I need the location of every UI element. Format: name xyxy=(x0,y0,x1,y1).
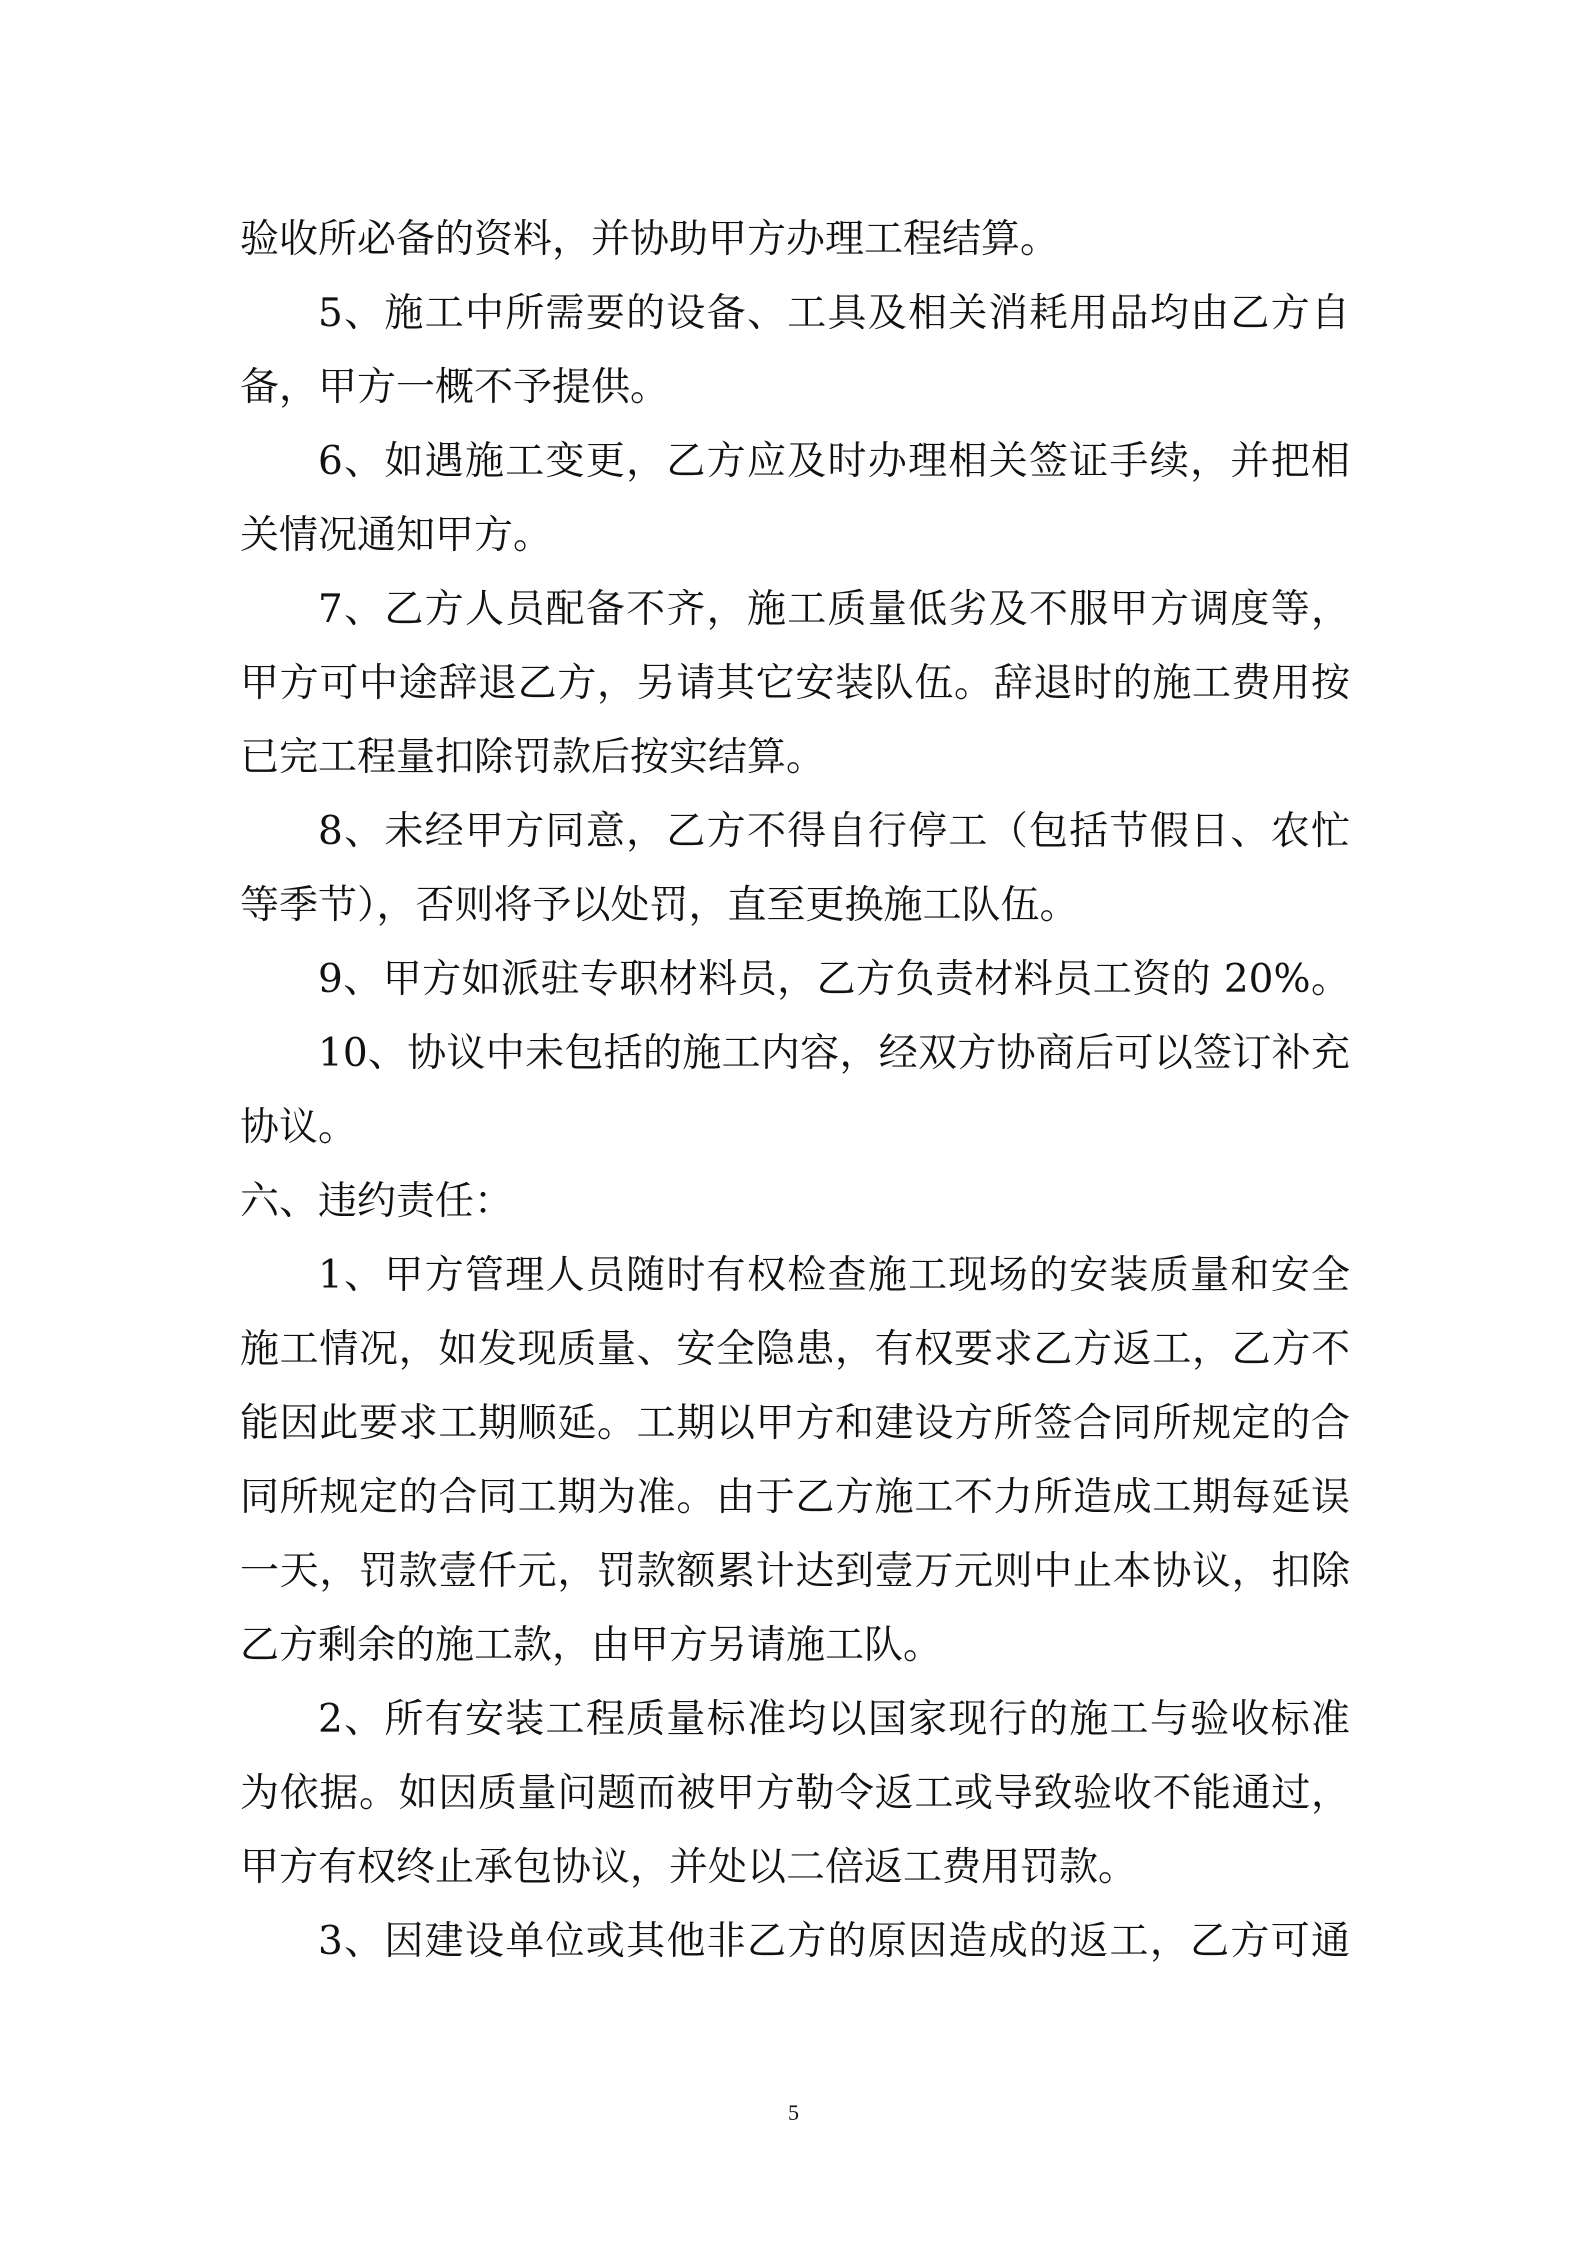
body-line: 10、协议中未包括的施工内容，经双方协商后可以签订补充 xyxy=(318,1031,1350,1076)
body-line: 2、所有安装工程质量标准均以国家现行的施工与验收标准 xyxy=(318,1697,1350,1742)
body-line: 7、乙方人员配备不齐，施工质量低劣及不服甲方调度等， xyxy=(318,587,1350,632)
section-heading: 六、违约责任： xyxy=(240,1179,514,1224)
body-line: 甲方可中途辞退乙方，另请其它安装队伍。辞退时的施工费用按 xyxy=(240,661,1350,706)
body-line: 协议。 xyxy=(240,1105,358,1150)
body-line: 已完工程量扣除罚款后按实结算。 xyxy=(240,735,826,780)
body-line: 能因此要求工期顺延。工期以甲方和建设方所签合同所规定的合 xyxy=(240,1401,1350,1446)
body-line: 甲方有权终止承包协议，并处以二倍返工费用罚款。 xyxy=(240,1845,1138,1890)
body-line: 施工情况，如发现质量、安全隐患，有权要求乙方返工，乙方不 xyxy=(240,1327,1350,1372)
body-line: 等季节），否则将予以处罚，直至更换施工队伍。 xyxy=(240,883,1079,928)
body-line: 3、因建设单位或其他非乙方的原因造成的返工，乙方可通 xyxy=(318,1919,1350,1964)
body-line: 9、甲方如派驻专职材料员，乙方负责材料员工资的 20%。 xyxy=(318,957,1350,1002)
body-line: 5、施工中所需要的设备、工具及相关消耗用品均由乙方自 xyxy=(318,291,1350,336)
body-line: 一天，罚款壹仟元，罚款额累计达到壹万元则中止本协议，扣除 xyxy=(240,1549,1350,1594)
body-line: 8、未经甲方同意，乙方不得自行停工（包括节假日、农忙 xyxy=(318,809,1350,854)
body-line: 备，甲方一概不予提供。 xyxy=(240,365,670,410)
body-line: 乙方剩余的施工款，由甲方另请施工队。 xyxy=(240,1623,943,1668)
body-line: 为依据。如因质量问题而被甲方勒令返工或导致验收不能通过， xyxy=(240,1771,1350,1816)
page-number: 5 xyxy=(788,2100,799,2125)
body-line: 1、甲方管理人员随时有权检查施工现场的安装质量和安全 xyxy=(318,1253,1350,1298)
body-line: 关情况通知甲方。 xyxy=(240,513,553,558)
body-line: 同所规定的合同工期为准。由于乙方施工不力所造成工期每延误 xyxy=(240,1475,1350,1520)
body-line: 6、如遇施工变更，乙方应及时办理相关签证手续，并把相 xyxy=(318,439,1350,484)
body-line: 验收所必备的资料，并协助甲方办理工程结算。 xyxy=(240,217,1060,262)
